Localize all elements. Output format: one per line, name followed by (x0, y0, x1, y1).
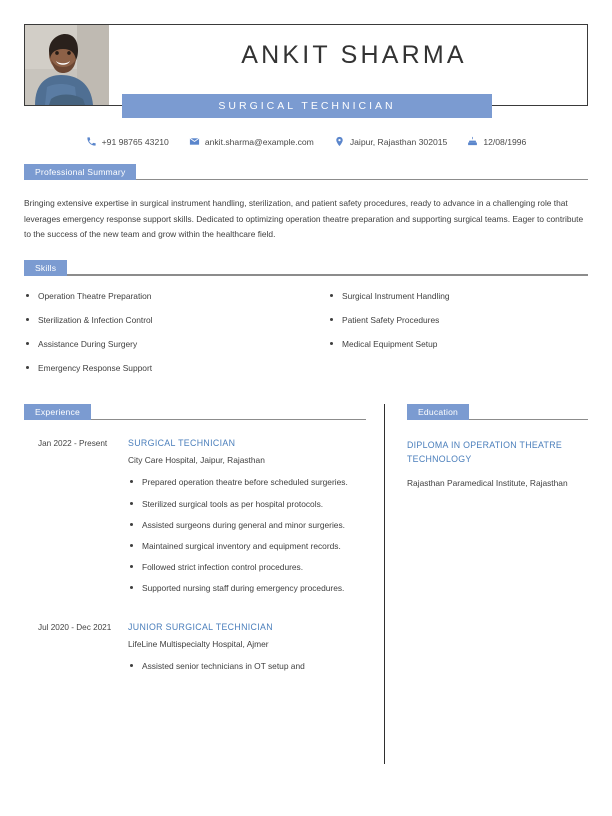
profile-photo (25, 25, 109, 105)
experience-column (24, 404, 384, 764)
experience-date: Jan 2022 - Present (38, 439, 108, 449)
contact-row (24, 136, 588, 147)
summary-heading-label: Professional Summary (24, 164, 136, 180)
page-title: ANKIT SHARMA (241, 41, 467, 69)
experience-education-columns (24, 404, 588, 764)
skills-heading-label: Skills (24, 260, 67, 276)
list-item: Emergency Response Support (24, 362, 306, 374)
skills-heading (24, 260, 588, 276)
experience-bullets (128, 476, 366, 594)
experience-job-title: JUNIOR SURGICAL TECHNICIAN (128, 621, 273, 632)
section-professional-summary (24, 164, 588, 243)
education-degree: DIPLOMA IN OPERATION THEATRE TECHNOLOGY (407, 440, 563, 465)
skills-heading-rule (24, 274, 588, 275)
experience-date: Jul 2020 - Dec 2021 (38, 622, 112, 632)
list-item: Surgical Instrument Handling (328, 290, 588, 302)
experience-entry (24, 622, 366, 681)
summary-heading (24, 164, 588, 180)
skills-column-right (306, 290, 588, 387)
education-heading (407, 404, 588, 420)
experience-job-title: SURGICAL TECHNICIAN (128, 438, 236, 449)
summary-text: Bringing extensive expertise in surgical instrument handling, sterilization, and patient safety procedures, ready to advance in a challenging role that leverages emergency response support skills. Dedicated to optimizing operation theatre preparation and supporting surgical teams. Eager to contribute to the success of the new team and grow within the healthcare field. (24, 198, 584, 240)
list-item: Assisted senior technicians in OT setup and (128, 660, 366, 672)
list-item: Maintained surgical inventory and equipment records. (128, 540, 366, 552)
resume-header (24, 24, 588, 112)
list-item: Medical Equipment Setup (328, 338, 588, 350)
contact-phone[interactable] (86, 136, 169, 147)
experience-organization: LifeLine Multispecialty Hospital, Ajmer (128, 638, 269, 649)
list-item: Assistance During Surgery (24, 338, 306, 350)
contact-birthdate-value: 12/08/1996 (483, 136, 527, 147)
skills-column-left (24, 290, 306, 387)
contact-email-value: ankit.sharma@example.com (204, 136, 314, 147)
contact-email[interactable] (189, 136, 314, 147)
list-item: Sterilized surgical tools as per hospital protocols. (128, 498, 366, 510)
email-icon (189, 136, 200, 147)
job-title-banner: SURGICAL TECHNICIAN (122, 94, 492, 118)
list-item: Prepared operation theatre before scheduled surgeries. (128, 476, 366, 488)
education-institution: Rajasthan Paramedical Institute, Rajasthan (407, 477, 568, 488)
list-item: Operation Theatre Preparation (24, 290, 306, 302)
experience-heading-label: Experience (24, 404, 91, 420)
location-icon (334, 136, 345, 147)
contact-phone-value: +91 98765 43210 (101, 136, 169, 147)
phone-icon (86, 136, 97, 147)
skills-list-left (24, 290, 306, 375)
list-item: Followed strict infection control procedures. (128, 561, 366, 573)
contact-birthdate[interactable] (467, 136, 526, 147)
contact-location[interactable] (334, 136, 447, 147)
education-column (385, 404, 588, 764)
list-item: Patient Safety Procedures (328, 314, 588, 326)
list-item: Supported nursing staff during emergency procedures. (128, 582, 366, 594)
list-item: Assisted surgeons during general and minor surgeries. (128, 519, 366, 531)
education-entry (407, 438, 588, 491)
skills-list-right (328, 290, 588, 351)
contact-location-value: Jaipur, Rajasthan 302015 (349, 136, 448, 147)
experience-details (128, 438, 366, 603)
experience-heading (24, 404, 366, 420)
resume-page (0, 24, 612, 816)
experience-organization: City Care Hospital, Jaipur, Rajasthan (128, 455, 265, 466)
experience-details (128, 622, 366, 681)
experience-entry (24, 438, 366, 603)
section-skills (24, 260, 588, 387)
list-item: Sterilization & Infection Control (24, 314, 306, 326)
skills-columns (24, 290, 588, 387)
education-heading-label: Education (407, 404, 469, 420)
experience-bullets (128, 660, 366, 672)
birthday-cake-icon (467, 136, 478, 147)
